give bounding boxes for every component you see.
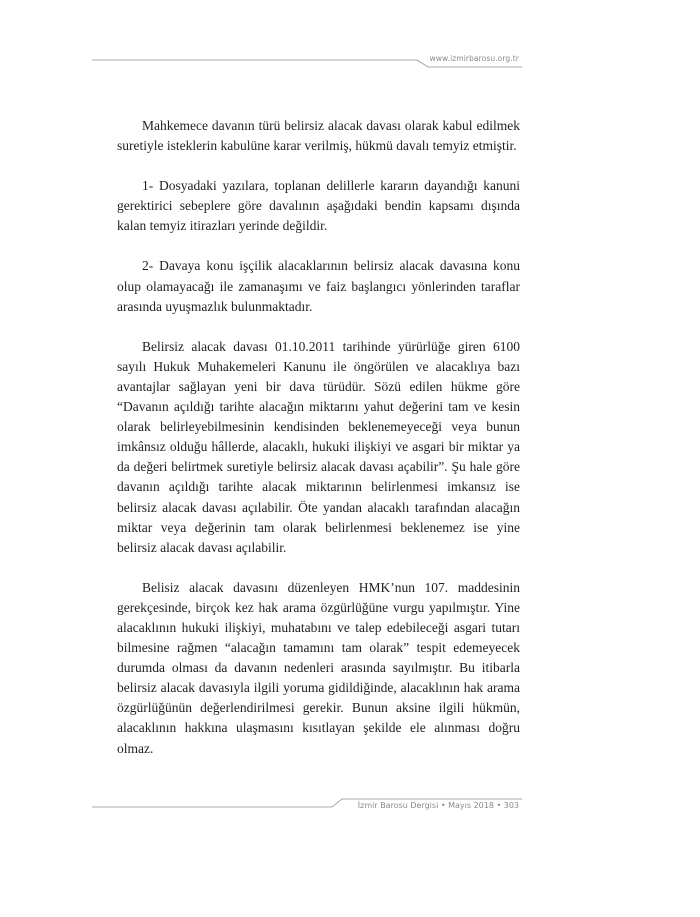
paragraph-1: Mahkemece davanın türü belirsiz alacak davası olarak kabul edilmek suretiyle isteklerin kabulüne karar verilmiş, hükmü davalı temyiz etmiştir. bbox=[117, 118, 520, 154]
paragraph-4: Belirsiz alacak davası 01.10.2011 tarihinde yürürlüğe giren 6100 sayılı Hukuk Muhakemeleri Kanunu ile öngörülen ve alacaklıya bazı avantajlar sağlayan yeni bir dava türüdür. Sözü edilen hükme göre “Davanın açıldığı tarihte alacağın miktarını yahut değerini tam ve kesin olarak belirleyebilmesinin kendisinden beklenemeyeceği veya bunun imkânsız olduğu hâllerde, alacaklı, hukuki ilişkiyi ve asgari bir miktar ya da değeri belirtmek suretiyle belirsiz alacak davası açabilir”. Şu hale göre davanın açıldığı tarihte alacak miktarının belirlenmesi imkansız ise belirsiz alacak davası açılabilir. Öte yandan alacaklı tarafından alacağın miktar veya değerinin tam olarak belirlenmesi beklenemez ise yine belirsiz alacak davası açılabilir. bbox=[117, 338, 520, 555]
header-url: www.izmirbarosu.org.tr bbox=[429, 54, 519, 63]
paragraph-5: Belisiz alacak davasını düzenleyen HMK’nun 107. maddesinin gerekçesinde, birçok kez hak arama özgürlüğüne vurgu yapılmıştır. Yine alacaklının hukuki ilişkiyi, muhatabını ve talep edebileceği asgari tutarı bilmesine rağmen “alacağın tamamını tam olarak” tespit edemeyecek durumda olması da davanın nedenleri arasında sayılmıştır. Bu itibarla belirsiz alacak davasıyla ilgili yoruma gidildiğinde, alacaklının hak arama özgürlüğünün değerlendirilmesi gerekir. Bunun aksine ilgili hükmün, alacaklının hakkına ulaşmasını kısıtlayan şekilde ele alınması doğru olmaz. bbox=[117, 579, 520, 756]
footer-journal-info: İzmir Barosu Dergisi • Mayıs 2018 • 303 bbox=[357, 801, 519, 810]
body-text bbox=[117, 116, 520, 779]
paragraph-2: 1- Dosyadaki yazılara, toplanan delillerle kararın dayandığı kanuni gerektirici sebeplere göre davalının aşağıdaki bendin kapsamı dışında kalan temyiz itirazları yerinde değildir. bbox=[117, 178, 520, 234]
paragraph-3: 2- Davaya konu işçilik alacaklarının belirsiz alacak davasına konu olup olamayacağı ile zamanaşımı ve faiz başlangıcı yönlerinden taraflar arasında uyuşmazlık bulunmaktadır. bbox=[117, 258, 520, 314]
